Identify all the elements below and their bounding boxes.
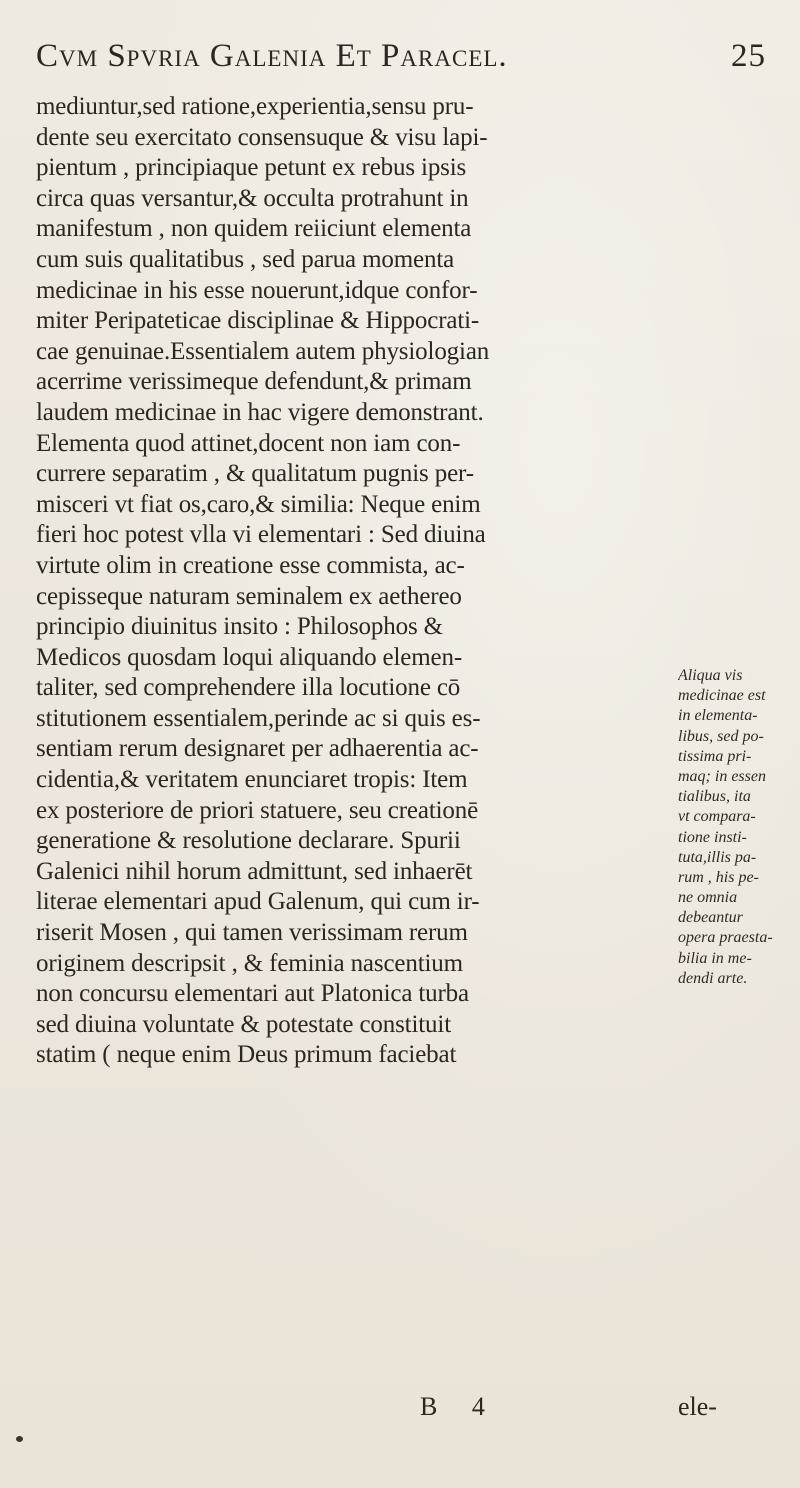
ink-speck	[16, 1436, 23, 1442]
text-line: cae genuinae.Essentialem autem physiologian	[36, 337, 490, 365]
text-line: circa quas versantur,& occulta protrahunt in	[36, 184, 469, 212]
page-number: 25	[731, 38, 766, 74]
marginal-note-line: in elementa-	[678, 707, 758, 725]
text-line: virtute olim in creatione esse commista, ac-	[36, 551, 465, 579]
text-line: miter Peripateticae disciplinae & Hippocrati-	[36, 307, 480, 335]
text-line: stitutionem essentialem,perinde ac si quis es-	[36, 704, 481, 732]
marginal-note-line: libus, sed po-	[678, 727, 764, 745]
marginal-note-line: bilia in me-	[678, 949, 752, 967]
text-line: fieri hoc potest vlla vi elementari : Sed diuina	[36, 521, 486, 549]
text-line: generatione & resolutione declarare. Spurii	[36, 827, 461, 855]
text-line: dente seu exercitato consensuque & visu lapi-	[36, 123, 488, 151]
text-line: statim ( neque enim Deus primum faciebat	[36, 1041, 457, 1069]
marginal-note-line: ne omnia	[678, 889, 738, 907]
text-line: manifestum , non quidem reiiciunt elementa	[36, 215, 472, 243]
text-line: Galenici nihil horum admittunt, sed inhaerēt	[36, 857, 473, 885]
text-line: originem descripsit , & feminia nascentium	[36, 949, 463, 977]
text-line: cum suis qualitatibus , sed parua momenta	[36, 245, 455, 273]
marginal-note-line: dendi arte.	[678, 969, 748, 987]
text-line: acerrime verissimeque defendunt,& primam	[36, 368, 472, 396]
text-line: Elementa quod attinet,docent non iam con-	[36, 429, 461, 457]
marginal-note-line: opera praesta-	[678, 929, 773, 947]
text-line: currere separatim , & qualitatum pugnis per-	[36, 460, 474, 488]
main-text-block	[36, 92, 686, 1071]
text-line: pientum , principiaque petunt ex rebus ipsis	[36, 154, 467, 182]
marginal-note-line: tuta,illis pa-	[678, 848, 757, 866]
marginal-note-line: tissima pri-	[678, 747, 752, 765]
text-line: Medicos quosdam loqui aliquando elemen-	[36, 643, 462, 671]
marginal-note	[678, 666, 796, 989]
marginal-note-line: tione insti-	[678, 828, 747, 846]
text-line: mediuntur,sed ratione,experientia,sensu pru-	[36, 93, 474, 120]
text-line: ex posteriore de priori statuere, seu creationē	[36, 796, 479, 824]
text-line: sentiam rerum designaret per adhaerentia ac-	[36, 735, 479, 763]
running-head-title: Cvm Spvria Galenia Et Paracel.	[36, 38, 508, 74]
text-line: principio diuinitus insito : Philosophos &	[36, 613, 443, 641]
marginal-note-line: vt compara-	[678, 808, 756, 826]
marginal-note-line: rum , his pe-	[678, 868, 759, 886]
text-line: riserit Mosen , qui tamen verissimam rerum	[36, 919, 468, 947]
text-line: misceri vt fiat os,caro,& similia: Neque enim	[36, 490, 481, 518]
text-line: non concursu elementari aut Platonica turba	[36, 980, 469, 1008]
text-line: laudem medicinae in hac vigere demonstrant.	[36, 398, 484, 426]
text-line: cidentia,& veritatem enunciaret tropis: Item	[36, 766, 468, 794]
marginal-note-line: medicinae est	[678, 687, 766, 705]
signature-mark: B 4	[420, 1392, 499, 1421]
marginal-note-line: tialibus, ita	[678, 788, 751, 806]
running-head	[36, 38, 766, 82]
marginal-note-line: debeantur	[678, 909, 743, 927]
marginal-note-line: maq; in essen	[678, 767, 766, 785]
text-line: taliter, sed comprehendere illa locutione cō	[36, 674, 461, 702]
text-line: literae elementari apud Galenum, qui cum ir-	[36, 888, 480, 916]
text-line: cepisseque naturam seminalem ex aethereo	[36, 582, 462, 610]
marginal-note-line: Aliqua vis	[678, 667, 743, 684]
text-line: medicinae in his esse nouerunt,idque confor-	[36, 276, 478, 304]
text-line: sed diuina voluntate & potestate constituit	[36, 1010, 451, 1038]
catchword: ele-	[678, 1392, 717, 1421]
